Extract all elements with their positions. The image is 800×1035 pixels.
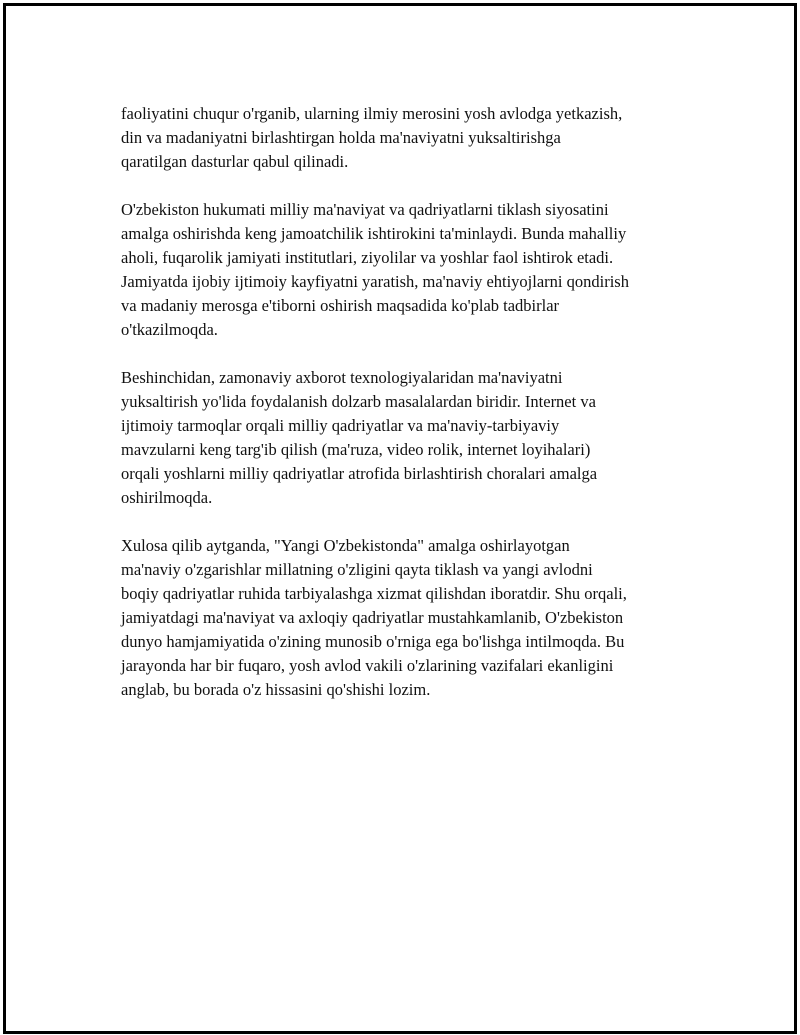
text-line: Xulosa qilib aytganda, "Yangi O'zbekistonda" amalga oshirlayotgan [121,536,570,555]
text-line: dunyo hamjamiyatida o'zining munosib o'rniga ega bo'lishga intilmoqda. Bu [121,632,625,651]
document-body [121,102,701,726]
text-line: jamiyatdagi ma'naviyat va axloqiy qadriyatlar mustahkamlanib, O'zbekiston [121,608,624,627]
text-line: yuksaltirish yo'lida foydalanish dolzarb masalalardan biridir. Internet va [121,392,596,411]
text-line: boqiy qadriyatlar ruhida tarbiyalashga xizmat qilishdan iboratdir. Shu orqali, [121,584,627,603]
text-line: faoliyatini chuqur o'rganib, ularning ilmiy merosini yosh avlodga yetkazish, [121,104,623,123]
text-line: qaratilgan dasturlar qabul qilinadi. [121,152,349,171]
document-page [3,3,797,1034]
text-line: oshirilmoqda. [121,488,213,507]
text-line: Beshinchidan, zamonaviy axborot texnologiyalaridan ma'naviyatni [121,368,563,387]
text-line: amalga oshirishda keng jamoatchilik ishtirokini ta'minlaydi. Bunda mahalliy [121,224,627,243]
text-line: O'zbekiston hukumati milliy ma'naviyat va qadriyatlarni tiklash siyosatini [121,200,609,219]
text-line: din va madaniyatni birlashtirgan holda ma'naviyatni yuksaltirishga [121,128,561,147]
text-line: o'tkazilmoqda. [121,320,218,339]
text-line: mavzularni keng targ'ib qilish (ma'ruza, video rolik, internet loyihalari) [121,440,591,459]
text-line: anglab, bu borada o'z hissasini qo'shishi lozim. [121,680,431,699]
text-line: aholi, fuqarolik jamiyati institutlari, ziyolilar va yoshlar faol ishtirok etadi. [121,248,614,267]
text-line: Jamiyatda ijobiy ijtimoiy kayfiyatni yaratish, ma'naviy ehtiyojlarni qondirish [121,272,629,291]
paragraph-4 [121,534,701,702]
paragraph-1 [121,102,701,174]
paragraph-3 [121,366,701,510]
text-line: ma'naviy o'zgarishlar millatning o'zligini qayta tiklash va yangi avlodni [121,560,593,579]
paragraph-2 [121,198,701,342]
text-line: jarayonda har bir fuqaro, yosh avlod vakili o'zlarining vazifalari ekanligini [121,656,614,675]
text-line: va madaniy merosga e'tiborni oshirish maqsadida ko'plab tadbirlar [121,296,560,315]
text-line: orqali yoshlarni milliy qadriyatlar atrofida birlashtirish choralari amalga [121,464,598,483]
text-line: ijtimoiy tarmoqlar orqali milliy qadriyatlar va ma'naviy-tarbiyaviy [121,416,560,435]
